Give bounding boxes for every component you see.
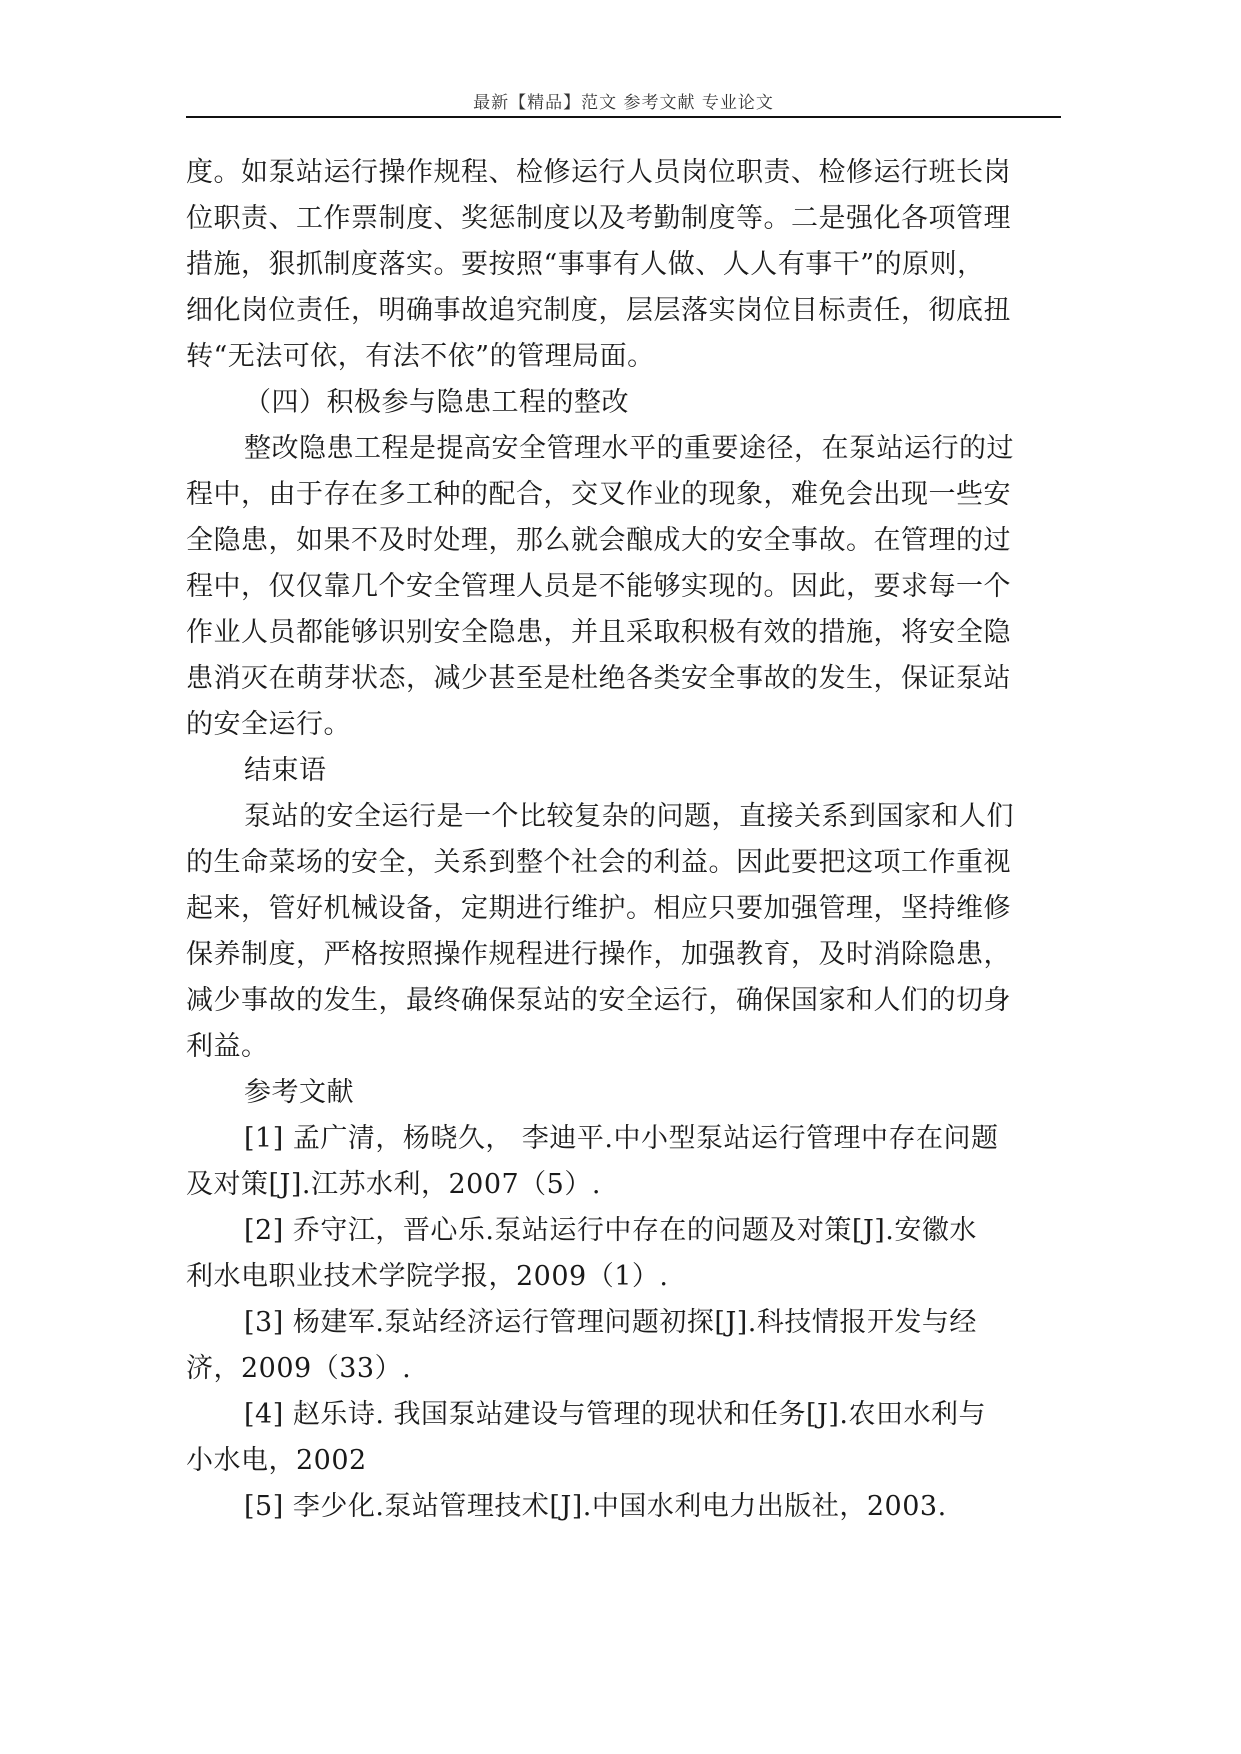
- reference-item: [4] 赵乐诗. 我国泵站建设与管理的现状和任务[J].农田水利与: [244, 1399, 986, 1430]
- paragraph-first-line: 整改隐患工程是提高安全管理水平的重要途径，在泵站运行的过: [244, 433, 1014, 464]
- text-line: 患消灭在萌芽状态，减少甚至是杜绝各类安全事故的发生，保证泵站: [186, 663, 1011, 694]
- reference-item: [2] 乔守江，晋心乐.泵站运行中存在的问题及对策[J].安徽水: [244, 1215, 977, 1246]
- text-line: 减少事故的发生，最终确保泵站的安全运行，确保国家和人们的切身: [186, 985, 1011, 1016]
- text-line: 全隐患，如果不及时处理，那么就会酿成大的安全事故。在管理的过: [186, 525, 1011, 556]
- text-line: 转“无法可依，有法不依”的管理局面。: [186, 341, 655, 372]
- reference-item-continued: 济，2009（33）.: [186, 1353, 412, 1384]
- reference-item: [3] 杨建军.泵站经济运行管理问题初探[J].科技情报开发与经: [244, 1307, 977, 1338]
- header-divider: [186, 116, 1061, 118]
- text-line: 度。如泵站运行操作规程、检修运行人员岗位职责、检修运行班长岗: [186, 157, 1011, 188]
- text-line: 保养制度，严格按照操作规程进行操作，加强教育，及时消除隐患，: [186, 939, 1011, 970]
- text-line: 程中，仅仅靠几个安全管理人员是不能够实现的。因此，要求每一个: [186, 571, 1011, 602]
- reference-item-continued: 小水电，2002: [186, 1445, 367, 1476]
- section-heading: （四）积极参与隐患工程的整改: [244, 387, 629, 418]
- text-line: 起来，管好机械设备，定期进行维护。相应只要加强管理，坚持维修: [186, 893, 1011, 924]
- document-body: [186, 150, 1066, 1530]
- text-line: 措施，狠抓制度落实。要按照“事事有人做、人人有事干”的原则，: [186, 249, 985, 280]
- reference-item: [5] 李少化.泵站管理技术[J].中国水利电力出版社，2003.: [244, 1491, 947, 1522]
- references-heading: 参考文献: [244, 1077, 354, 1108]
- page-header: 最新【精品】范文 参考文献 专业论文: [473, 93, 774, 113]
- reference-item-continued: 及对策[J].江苏水利，2007（5）.: [186, 1169, 601, 1200]
- paragraph-first-line: 泵站的安全运行是一个比较复杂的问题，直接关系到国家和人们: [244, 801, 1014, 832]
- text-line: 利益。: [186, 1031, 269, 1062]
- text-line: 作业人员都能够识别安全隐患，并且采取积极有效的措施，将安全隐: [186, 617, 1011, 648]
- reference-item: [1] 孟广清，杨晓久， 李迪平.中小型泵站运行管理中存在问题: [244, 1123, 999, 1154]
- text-line: 的生命菜场的安全，关系到整个社会的利益。因此要把这项工作重视: [186, 847, 1011, 878]
- text-line: 的安全运行。: [186, 709, 351, 740]
- text-line: 程中，由于存在多工种的配合，交叉作业的现象，难免会出现一些安: [186, 479, 1011, 510]
- section-heading: 结束语: [244, 755, 327, 786]
- reference-item-continued: 利水电职业技术学院学报，2009（1）.: [186, 1261, 669, 1292]
- text-line: 细化岗位责任，明确事故追究制度，层层落实岗位目标责任，彻底扭: [186, 295, 1011, 326]
- text-line: 位职责、工作票制度、奖惩制度以及考勤制度等。二是强化各项管理: [186, 203, 1011, 234]
